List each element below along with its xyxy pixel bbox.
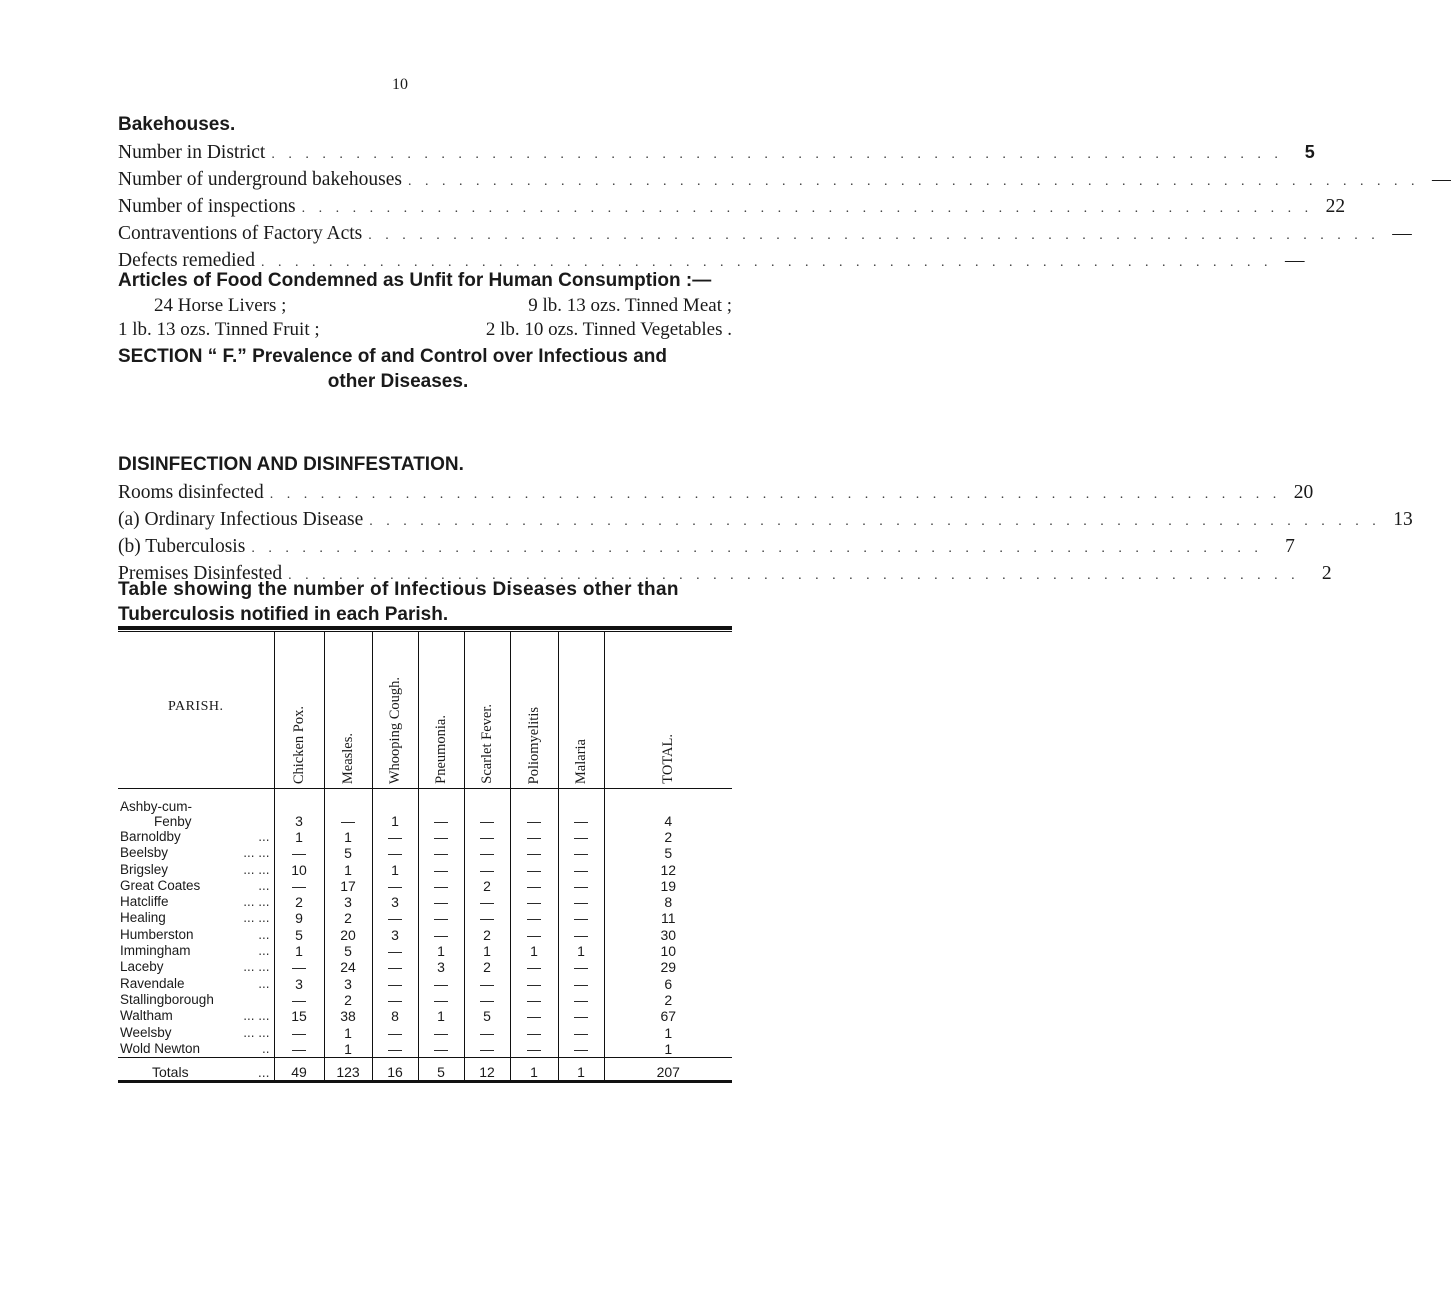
table-cell: 1 <box>274 829 324 845</box>
parish-name: Ashby-cum- <box>120 799 193 814</box>
dot-leader: ... ... <box>243 861 270 877</box>
table-cell: 8 <box>372 1008 418 1024</box>
table-cell: 3 <box>274 789 324 830</box>
table-cell: 3 <box>372 894 418 910</box>
parish-name-wrap <box>120 1008 274 1024</box>
parish-name-cell <box>118 992 274 1008</box>
column-header <box>324 632 372 789</box>
dot-leader: ... ... <box>243 845 270 861</box>
column-header-label: Measles. <box>339 732 356 784</box>
table-cell: — <box>372 1041 418 1058</box>
table-row <box>118 862 732 878</box>
table-cell: — <box>558 1025 604 1041</box>
dot-leader: ... <box>258 829 270 844</box>
dot-leader: ... <box>258 877 270 893</box>
table-cell: — <box>558 894 604 910</box>
table-row <box>118 910 732 926</box>
table-cell: 3 <box>372 927 418 943</box>
table-cell: — <box>418 894 464 910</box>
table-cell: — <box>274 845 324 861</box>
table-cell: 2 <box>464 878 510 894</box>
parish-column-header: PARISH. <box>118 632 274 789</box>
table-cell: — <box>510 789 558 830</box>
table-cell: — <box>418 862 464 878</box>
table-cell: — <box>372 878 418 894</box>
parish-name-cell <box>118 862 274 878</box>
table-cell: 3 <box>274 976 324 992</box>
table-cell: — <box>372 959 418 975</box>
table-cell: — <box>372 1025 418 1041</box>
item-value: — <box>1392 223 1412 244</box>
table-cell: — <box>372 976 418 992</box>
item-label: (a) Ordinary Infectious Disease <box>118 509 364 530</box>
dot-leader: ... <box>258 943 270 959</box>
parish-name-wrap <box>120 959 274 975</box>
totals-cell: 1 <box>510 1058 558 1081</box>
table-cell: — <box>510 910 558 926</box>
table-caption-line-1: Table showing the number of Infectious Diseases other than <box>118 579 679 600</box>
table-cell: 1 <box>324 829 372 845</box>
table-row <box>118 1025 732 1041</box>
dot-leader: ... <box>257 1064 270 1081</box>
list-item <box>118 507 1413 534</box>
parish-name-wrap <box>120 878 274 894</box>
parish-name-cell <box>118 976 274 992</box>
parish-name-cell <box>118 1025 274 1041</box>
dot-leader: ... <box>258 926 270 942</box>
dot-leader: . . . . . . . . . . . . . . . . . . . . . . . . . . . . . . . . . . . . . . . . . . . . . . . . . . . . . . . . . . . . <box>288 568 1300 583</box>
food-item-horse-livers: 24 Horse Livers ; <box>154 295 287 316</box>
parish-name: Laceby <box>120 959 164 975</box>
list-item <box>118 221 1412 248</box>
parish-name-cell <box>118 1041 274 1058</box>
table-cell: — <box>464 1025 510 1041</box>
dot-leader: . . . . . . . . . . . . . . . . . . . . . . . . . . . . . . . . . . . . . . . . . . . . . . . . . . . . . . . . . . . . <box>260 255 1273 270</box>
parish-name: Hatcliffe <box>120 894 169 910</box>
table-top-rule <box>118 626 732 630</box>
table-row <box>118 959 732 975</box>
table-cell: 38 <box>324 1008 372 1024</box>
table-cell: 1 <box>604 1041 732 1058</box>
parish-name: Immingham <box>120 943 191 959</box>
column-header <box>464 632 510 789</box>
totals-cell: 123 <box>324 1058 372 1081</box>
table-cell: — <box>510 976 558 992</box>
item-label: Premises Disinfested <box>118 563 283 584</box>
table-cell: — <box>464 992 510 1008</box>
table-row <box>118 878 732 894</box>
table-bottom-rule <box>118 1080 732 1083</box>
table-cell: 5 <box>324 943 372 959</box>
item-label: Defects remedied <box>118 250 255 271</box>
table-cell: 5 <box>274 927 324 943</box>
dot-leader: ... ... <box>243 910 270 926</box>
food-item-tinned-fruit: 1 lb. 13 ozs. Tinned Fruit ; <box>118 319 320 340</box>
food-condemned-heading: Articles of Food Condemned as Unfit for Human Consumption :— <box>118 270 712 291</box>
table-cell: — <box>558 910 604 926</box>
column-header-label: Pneumonia. <box>432 715 449 784</box>
table-cell: 5 <box>324 845 372 861</box>
table-cell: — <box>418 910 464 926</box>
dot-leader: . . . . . . . . . . . . . . . . . . . . . . . . . . . . . . . . . . . . . . . . . . . . . . . . . . . . . . . . . . . . <box>369 514 1381 529</box>
table-cell: 1 <box>324 1041 372 1058</box>
table-cell: — <box>418 1041 464 1058</box>
table-cell: 10 <box>604 943 732 959</box>
table-cell: — <box>510 845 558 861</box>
totals-cell: 12 <box>464 1058 510 1081</box>
table-row <box>118 1008 732 1024</box>
table-cell: — <box>464 845 510 861</box>
parish-name-wrap <box>120 927 274 943</box>
table-cell: 19 <box>604 878 732 894</box>
column-header <box>510 632 558 789</box>
table-cell: 5 <box>604 845 732 861</box>
table-header-row <box>118 632 732 789</box>
food-line-1 <box>118 294 738 318</box>
table-cell: 2 <box>464 927 510 943</box>
page-number: 10 <box>392 76 408 93</box>
table-cell: — <box>418 845 464 861</box>
totals-cell: 5 <box>418 1058 464 1081</box>
table-cell: 3 <box>324 976 372 992</box>
table-cell: — <box>558 1041 604 1058</box>
column-header <box>558 632 604 789</box>
table-cell: 2 <box>324 910 372 926</box>
table-row <box>118 943 732 959</box>
parish-name-cell <box>118 878 274 894</box>
table-cell: — <box>464 789 510 830</box>
parish-name: Brigsley <box>120 861 169 877</box>
list-item <box>118 194 1346 221</box>
disinfection-section <box>118 450 1413 588</box>
table-row <box>118 1041 732 1058</box>
table-cell: 2 <box>604 829 732 845</box>
table-cell: 1 <box>372 789 418 830</box>
table-cell: — <box>464 976 510 992</box>
table-cell: 1 <box>274 943 324 959</box>
table-cell: — <box>274 1041 324 1058</box>
table-cell: — <box>558 976 604 992</box>
food-item-tinned-meat: 9 lb. 13 ozs. Tinned Meat ; <box>528 295 732 316</box>
totals-row <box>118 1058 732 1081</box>
list-item <box>118 534 1295 561</box>
food-condemned-section <box>118 267 738 342</box>
table-cell: — <box>418 789 464 830</box>
table-cell: 29 <box>604 959 732 975</box>
table-cell: 12 <box>604 862 732 878</box>
table-cell: — <box>510 1041 558 1058</box>
table-cell: — <box>372 829 418 845</box>
parish-name: Healing <box>120 910 166 926</box>
table-row <box>118 829 732 845</box>
section-f-subtitle: other Diseases. <box>327 371 469 392</box>
table-cell: — <box>558 829 604 845</box>
table-cell: 3 <box>418 959 464 975</box>
table-cell: — <box>558 992 604 1008</box>
table-cell: — <box>372 845 418 861</box>
column-header-label: Poliomyelitis <box>525 706 542 784</box>
table-row <box>118 789 732 830</box>
item-label: Rooms disinfected <box>118 482 264 503</box>
table-cell: 2 <box>324 992 372 1008</box>
table-cell: 5 <box>464 1008 510 1024</box>
totals-cell: 49 <box>274 1058 324 1081</box>
column-header-label: Chicken Pox. <box>290 705 307 784</box>
parish-name: Barnoldby <box>120 829 181 844</box>
parish-name-wrap <box>120 976 274 992</box>
parish-name: Weelsby <box>120 1024 172 1040</box>
item-value: 22 <box>1325 196 1346 217</box>
parish-name: Great Coates <box>120 877 201 893</box>
table-cell: — <box>510 894 558 910</box>
parish-name-wrap <box>120 829 274 845</box>
bakehouses-heading: Bakehouses. <box>118 114 236 135</box>
item-value: 2 <box>1321 563 1332 584</box>
table-cell: — <box>558 927 604 943</box>
totals-cell: 16 <box>372 1058 418 1081</box>
table-cell: — <box>324 789 372 830</box>
table-cell: 1 <box>372 862 418 878</box>
dot-leader: ... <box>258 975 270 991</box>
column-header-label: Whooping Cough. <box>386 676 403 784</box>
column-header <box>418 632 464 789</box>
parish-name: Ravendale <box>120 975 185 991</box>
table-cell: 1 <box>558 943 604 959</box>
table-cell: — <box>558 878 604 894</box>
food-item-tinned-vegetables: 2 lb. 10 ozs. Tinned Vegetables . <box>485 319 732 340</box>
dot-leader: . . . . . . . . . . . . . . . . . . . . . . . . . . . . . . . . . . . . . . . . . . . . . . . . . . . . . . . . . . . . <box>251 541 1263 556</box>
table-cell: — <box>274 878 324 894</box>
parish-name: Wold Newton <box>120 1040 201 1056</box>
table-cell: — <box>274 959 324 975</box>
table-cell: — <box>274 1025 324 1041</box>
table-cell: 1 <box>324 862 372 878</box>
table-cell: 3 <box>324 894 372 910</box>
parish-name-cell <box>118 894 274 910</box>
item-value: 13 <box>1393 509 1413 530</box>
table-cell: — <box>510 927 558 943</box>
table-cell: 10 <box>274 862 324 878</box>
item-value: — <box>1431 169 1451 190</box>
disinfection-heading: DISINFECTION AND DISINFESTATION. <box>118 454 464 475</box>
dot-leader: . . . . . . . . . . . . . . . . . . . . . . . . . . . . . . . . . . . . . . . . . . . . . . . . . . . . . . . . . . . . <box>368 228 1380 243</box>
parish-name: Stallingborough <box>120 991 214 1007</box>
table-cell: — <box>464 1041 510 1058</box>
table-cell: 24 <box>324 959 372 975</box>
column-header-label: Malaria <box>572 738 589 784</box>
table-cell: 6 <box>604 976 732 992</box>
column-header-label: Scarlet Fever. <box>478 704 495 784</box>
table-cell: 1 <box>604 1025 732 1041</box>
table-row <box>118 845 732 861</box>
table-cell: — <box>274 992 324 1008</box>
parish-name-wrap <box>120 862 274 878</box>
table-cell: — <box>464 862 510 878</box>
parish-name-wrap <box>120 910 274 926</box>
table-cell: — <box>558 789 604 830</box>
table-row <box>118 976 732 992</box>
parish-name-wrap <box>120 1025 274 1041</box>
parish-name-cell <box>118 829 274 845</box>
table-cell: 1 <box>324 1025 372 1041</box>
item-value: 5 <box>1304 142 1315 162</box>
item-label: Number in District <box>118 142 266 163</box>
totals-label-cell <box>118 1058 274 1081</box>
table-row <box>118 927 732 943</box>
parish-name: Humberston <box>120 926 194 942</box>
dot-leader: ... ... <box>243 1008 270 1024</box>
bakehouses-section <box>118 110 1451 275</box>
parish-name-cell <box>118 910 274 926</box>
table-cell: 9 <box>274 910 324 926</box>
table-cell: — <box>510 829 558 845</box>
dot-leader <box>270 992 274 1008</box>
table-cell: — <box>464 910 510 926</box>
table-cell: — <box>418 878 464 894</box>
parish-name-wrap <box>120 894 274 910</box>
table-cell: 2 <box>464 959 510 975</box>
table-cell: — <box>510 992 558 1008</box>
table-cell: — <box>464 829 510 845</box>
list-item <box>118 167 1451 194</box>
parish-name-cell <box>118 1008 274 1024</box>
parish-name-cell <box>118 789 274 830</box>
table-cell: 67 <box>604 1008 732 1024</box>
dot-leader: . . . . . . . . . . . . . . . . . . . . . . . . . . . . . . . . . . . . . . . . . . . . . . . . . . . . . . . . . . . . <box>269 487 1282 502</box>
totals-cell: 1 <box>558 1058 604 1081</box>
item-value: — <box>1284 250 1305 271</box>
table-cell: — <box>418 992 464 1008</box>
table-cell: 8 <box>604 894 732 910</box>
table-cell: 11 <box>604 910 732 926</box>
dot-leader: ... ... <box>243 1024 270 1040</box>
table-cell: — <box>418 829 464 845</box>
parish-name-cell <box>118 927 274 943</box>
parish-name-cell <box>118 959 274 975</box>
table-cell: 15 <box>274 1008 324 1024</box>
dot-leader: . . . . . . . . . . . . . . . . . . . . . . . . . . . . . . . . . . . . . . . . . . . . . . . . . . . . . . . . . . . . <box>301 201 1314 216</box>
table-cell: 1 <box>418 1008 464 1024</box>
table-cell: 20 <box>324 927 372 943</box>
totals-label-wrap <box>118 1064 274 1080</box>
table-cell: — <box>418 976 464 992</box>
table-cell: — <box>510 878 558 894</box>
table-cell: — <box>558 1008 604 1024</box>
parish-name: Waltham <box>120 1008 173 1024</box>
infectious-diseases-table <box>118 632 732 1080</box>
table-cell: — <box>464 894 510 910</box>
item-label: Number of underground bakehouses <box>118 169 402 190</box>
dot-leader: .. <box>261 1040 270 1056</box>
table-cell: 1 <box>418 943 464 959</box>
table-row <box>118 894 732 910</box>
table-cell: 17 <box>324 878 372 894</box>
table-cell: — <box>510 1025 558 1041</box>
column-header <box>604 632 732 789</box>
table-caption <box>118 577 738 627</box>
table-cell: 30 <box>604 927 732 943</box>
infectious-diseases-table-wrap <box>118 626 732 1083</box>
dot-leader: . . . . . . . . . . . . . . . . . . . . . . . . . . . . . . . . . . . . . . . . . . . . . . . . . . . . . . . . . . . . <box>407 174 1420 189</box>
table-cell: — <box>558 845 604 861</box>
parish-name-wrap <box>120 943 274 959</box>
table-body <box>118 789 732 1058</box>
table-cell: — <box>418 927 464 943</box>
item-value: 7 <box>1285 536 1295 557</box>
parish-name-wrap <box>120 845 274 861</box>
parish-name: Beelsby <box>120 845 169 861</box>
parish-name-cell <box>118 943 274 959</box>
table-caption-line-2: Tuberculosis notified in each Parish. <box>118 604 449 625</box>
table-cell: 4 <box>604 789 732 830</box>
table-cell: — <box>510 1008 558 1024</box>
table-row <box>118 992 732 1008</box>
list-item <box>118 140 1315 167</box>
item-label: Number of inspections <box>118 196 296 217</box>
dot-leader: ... ... <box>243 959 270 975</box>
parish-name-continued: Fenby <box>154 814 192 829</box>
list-item <box>118 480 1314 507</box>
table-cell: — <box>558 959 604 975</box>
column-header <box>274 632 324 789</box>
dot-leader: . . . . . . . . . . . . . . . . . . . . . . . . . . . . . . . . . . . . . . . . . . . . . . . . . . . . . . . . . . . . <box>271 147 1283 162</box>
item-label: Contraventions of Factory Acts <box>118 223 363 244</box>
column-header <box>372 632 418 789</box>
totals-cell: 207 <box>604 1058 732 1081</box>
table-cell: 1 <box>510 943 558 959</box>
item-label: (b) Tuberculosis <box>118 536 246 557</box>
table-cell: 2 <box>274 894 324 910</box>
disinfection-list <box>118 480 1413 588</box>
table-cell: — <box>510 862 558 878</box>
table-cell: — <box>372 910 418 926</box>
parish-name-wrap <box>120 992 274 1008</box>
dot-leader: ... ... <box>243 894 270 910</box>
table-cell: 1 <box>464 943 510 959</box>
table-cell: 2 <box>604 992 732 1008</box>
table-cell: — <box>510 959 558 975</box>
food-line-2 <box>118 318 738 342</box>
table-cell: — <box>372 943 418 959</box>
totals-label: Totals <box>152 1064 189 1081</box>
table-cell: — <box>558 862 604 878</box>
bakehouses-list <box>118 140 1451 275</box>
section-f-title: SECTION “ F.” Prevalence of and Control over Infectious and <box>118 346 667 367</box>
parish-name-wrap <box>120 1041 274 1057</box>
column-header-label: TOTAL. <box>659 734 676 784</box>
section-f <box>118 344 738 394</box>
table-cell: — <box>372 992 418 1008</box>
parish-name-cell <box>118 845 274 861</box>
item-value: 20 <box>1293 482 1314 503</box>
table-cell: — <box>418 1025 464 1041</box>
